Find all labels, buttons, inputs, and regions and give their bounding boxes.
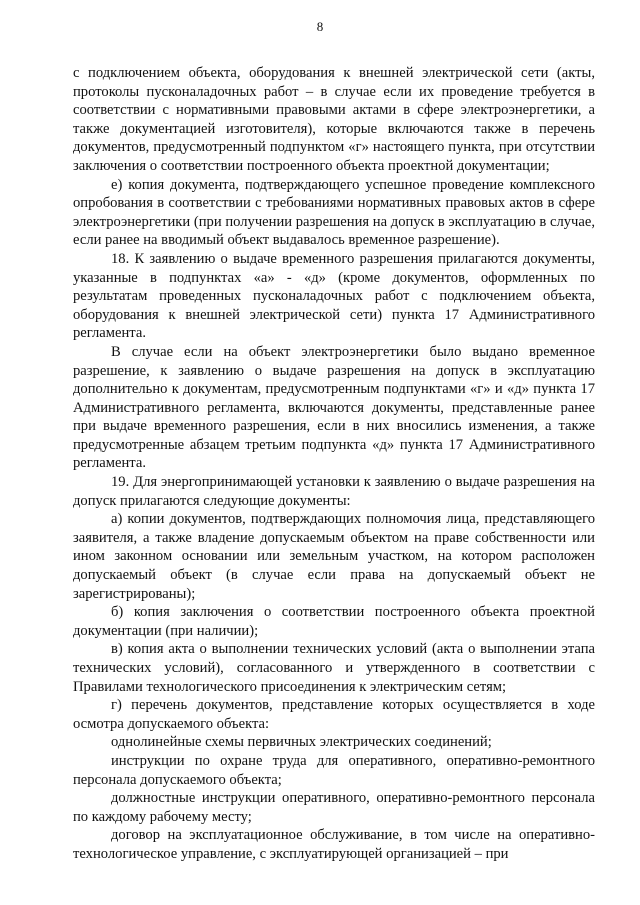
- paragraph: с подключением объекта, оборудования к внешней электрической сети (акты, протоколы пусконаладочных работ – в случае если их проведение требуется в соответствии с нормативными правовыми актами в сфере электроэнергетики, а также документацией изготовителя), которые включаются также в перечень документов, предусмотренный подпунктом «г» настоящего пункта, при отсутствии заключения о соответствии построенного объекта проектной документации;: [73, 65, 595, 174]
- paragraph: б) копия заключения о соответствии построенного объекта проектной документации (при наличии);: [73, 604, 595, 639]
- paragraph: е) копия документа, подтверждающего успешное проведение комплексного опробования в соответствии с требованиями нормативных правовых актов в сфере электроэнергетики (при получении разрешения на допуск в эксплуатацию в случае, если ранее на вводимый объект выдавалось временное разрешение).: [73, 176, 595, 249]
- paragraph: В случае если на объект электроэнергетики было выдано временное разрешение, к заявлению о выдаче разрешения на допуск в эксплуатацию дополнительно к документам, предусмотренным подпунктами «г» и «д» пункта 17 Административного регламента, включаются документы, представленные ранее при выдаче временного разрешения, если в них вносились изменения, а также предусмотренные абзацем третьим подпункта «д» пункта 17 Административного регламента.: [73, 343, 595, 472]
- document-body: [73, 64, 595, 864]
- paragraph: 18. К заявлению о выдаче временного разрешения прилагаются документы, указанные в подпунктах «а» - «д» (кроме документов, оформленных по результатам проведенных пусконаладочных работ с подключением объекта, оборудования к внешней электрической сети) пункта 17 Административного регламента.: [73, 250, 595, 342]
- paragraph: должностные инструкции оперативного, оперативно-ремонтного персонала по каждому рабочему месту;: [73, 790, 595, 825]
- paragraph: в) копия акта о выполнении технических условий (акта о выполнении этапа технических условий), согласованного и утвержденного в соответствии с Правилами технологического присоединения к электрическим сетям;: [73, 641, 595, 695]
- page-number: 8: [316, 19, 324, 34]
- paragraph: 19. Для энергопринимающей установки к заявлению о выдаче разрешения на допуск прилагаются следующие документы:: [73, 474, 595, 509]
- paragraph: инструкции по охране труда для оперативного, оперативно-ремонтного персонала допускаемого объекта;: [73, 752, 595, 788]
- paragraph: однолинейные схемы первичных электрических соединений;: [111, 734, 492, 751]
- paragraph: договор на эксплуатационное обслуживание, в том числе на оперативно-технологическое управление, с эксплуатирующей организацией – при: [73, 827, 595, 862]
- paragraph: а) копии документов, подтверждающих полномочия лица, представляющего заявителя, а также владение допускаемым объектом на праве собственности или ином законном основании или земельным участком, на котором расположен допускаемый объект (в случае если права на допускаемый объект не зарегистрированы);: [73, 511, 595, 602]
- paragraph: г) перечень документов, представление которых осуществляется в ходе осмотра допускаемого объекта:: [73, 697, 595, 732]
